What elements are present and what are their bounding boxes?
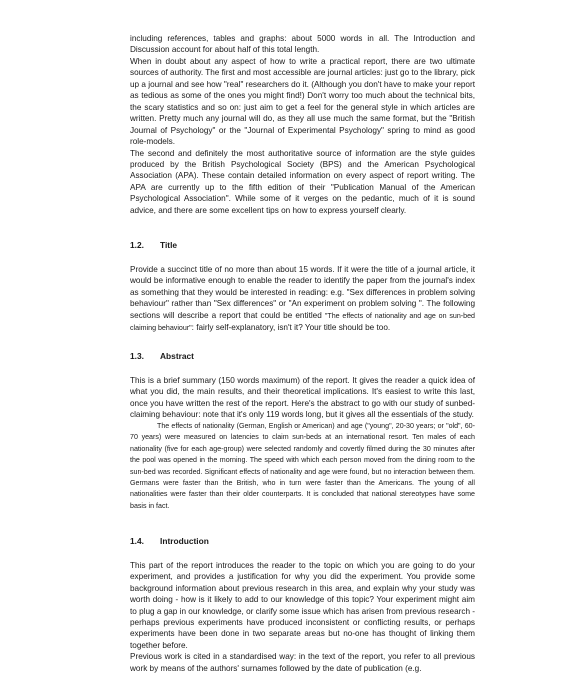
abstract-example: The effects of nationality (German, English or American) and age ("young", 20-30 years; or "old", 60-70 years) were measured on latencies to claim sun-beds at an international resort. Ten males of each nationality (five for each age-group) were selected randomly and covertly filmed during the 30 minutes after the pool was opened in the morning. The speed with which each person moved from the dining room to the sun-bed was recorded. Significant effects of nationality and age were found, but no interaction between them. Germans were faster than the British, who in turn were faster than the Americans. The young of all nationalities were faster than their older counterparts. It is concluded that national stereotypes have some basis in fact. (130, 421, 475, 510)
paragraph-report-length: including references, tables and graphs: about 5000 words in all. The Introduction and Discussion account for about half of this total length. (130, 34, 475, 55)
section-number: 1.4. (130, 536, 144, 547)
title-text-after: : fairly self-explanatory, isn't it? Your title should be too. (191, 322, 391, 332)
section-number: 1.3. (130, 351, 144, 362)
paragraph-title-section (130, 264, 475, 335)
section-heading-text: Introduction (160, 536, 209, 547)
section-heading-introduction (130, 536, 475, 547)
section-heading-abstract (130, 351, 475, 362)
paragraph-introduction-section: This part of the report introduces the reader to the topic on which you are going to do your experiment, and provides a justification for why you did the experiment. You provide some background information about previous research in this area, and explain why your study was worth doing - how is it likely to add to our knowledge of this topic? Your experiment might aim to plug a gap in our knowledge, or clarify some issue which has arisen from previous research - perhaps previous experiments have produced inconsistent or conflicting results, or perhaps experiments have been done in two separate areas but no-one has thought of linking them together before. (130, 560, 475, 650)
paragraph-abstract-section: This is a brief summary (150 words maximum) of the report. It gives the reader a quick idea of what you did, the main results, and their theoretical implications. It's easiest to write this last, once you have written the rest of the report. Here's the abstract to go with our study of sunbed-claiming behaviour: note that it's only 119 words long, but it gives all the essentials of the study. (130, 375, 475, 420)
section-heading-text: Title (160, 240, 178, 251)
section-heading-title (130, 240, 475, 251)
section-number: 1.2. (130, 240, 144, 251)
title-text-before: Provide a succinct title of no more than about 15 words. If it were the title of a journal article, it would be informative enough to enable the reader to identify the paper from the journal's index as something that they would be interested in reading: e.g. "Sex differences in problem solving behaviour" rather than "Sex differences" or "An experiment on problem solving ". The following sections will describe a report that could be entitled (130, 264, 475, 320)
paragraph-style-guides: The second and definitely the most authoritative source of information are the style guides produced by the British Psychological Society (BPS) and the American Psychological Association (APA). These contain detailed information on every aspect of report writing. The APA are currently up to the fifth edition of their "Publication Manual of the American Psychological Association". While some of it verges on the pedantic, much of it is sound advice, and there are some excellent tips on how to express yourself clearly. (130, 148, 475, 215)
section-heading-text: Abstract (160, 351, 194, 362)
title-example: "The effects of nationality and age on sun-bed claiming behaviour" (130, 311, 475, 332)
paragraph-previous-work: Previous work is cited in a standardised way: in the text of the report, you refer to all previous work by means of the authors' surnames followed by the date of publication (e.g. (130, 652, 475, 673)
paragraph-sources-of-authority: When in doubt about any aspect of how to write a practical report, there are two ultimate sources of authority. The first and most accessible are journal articles: just go to the library, pick up a journal and see how "real" researchers do it. (Although you don't have to make your report as tedious as some of the ones you might find!) Don't worry too much about the technical bits, the scary statistics and so on: just aim to get a feel for the general style in which articles are written. Pretty much any journal will do, as they all use much the same format, but the "British Journal of Psychology" or the "Journal of Experimental Psychology" spring to mind as good role-models. (130, 56, 475, 147)
